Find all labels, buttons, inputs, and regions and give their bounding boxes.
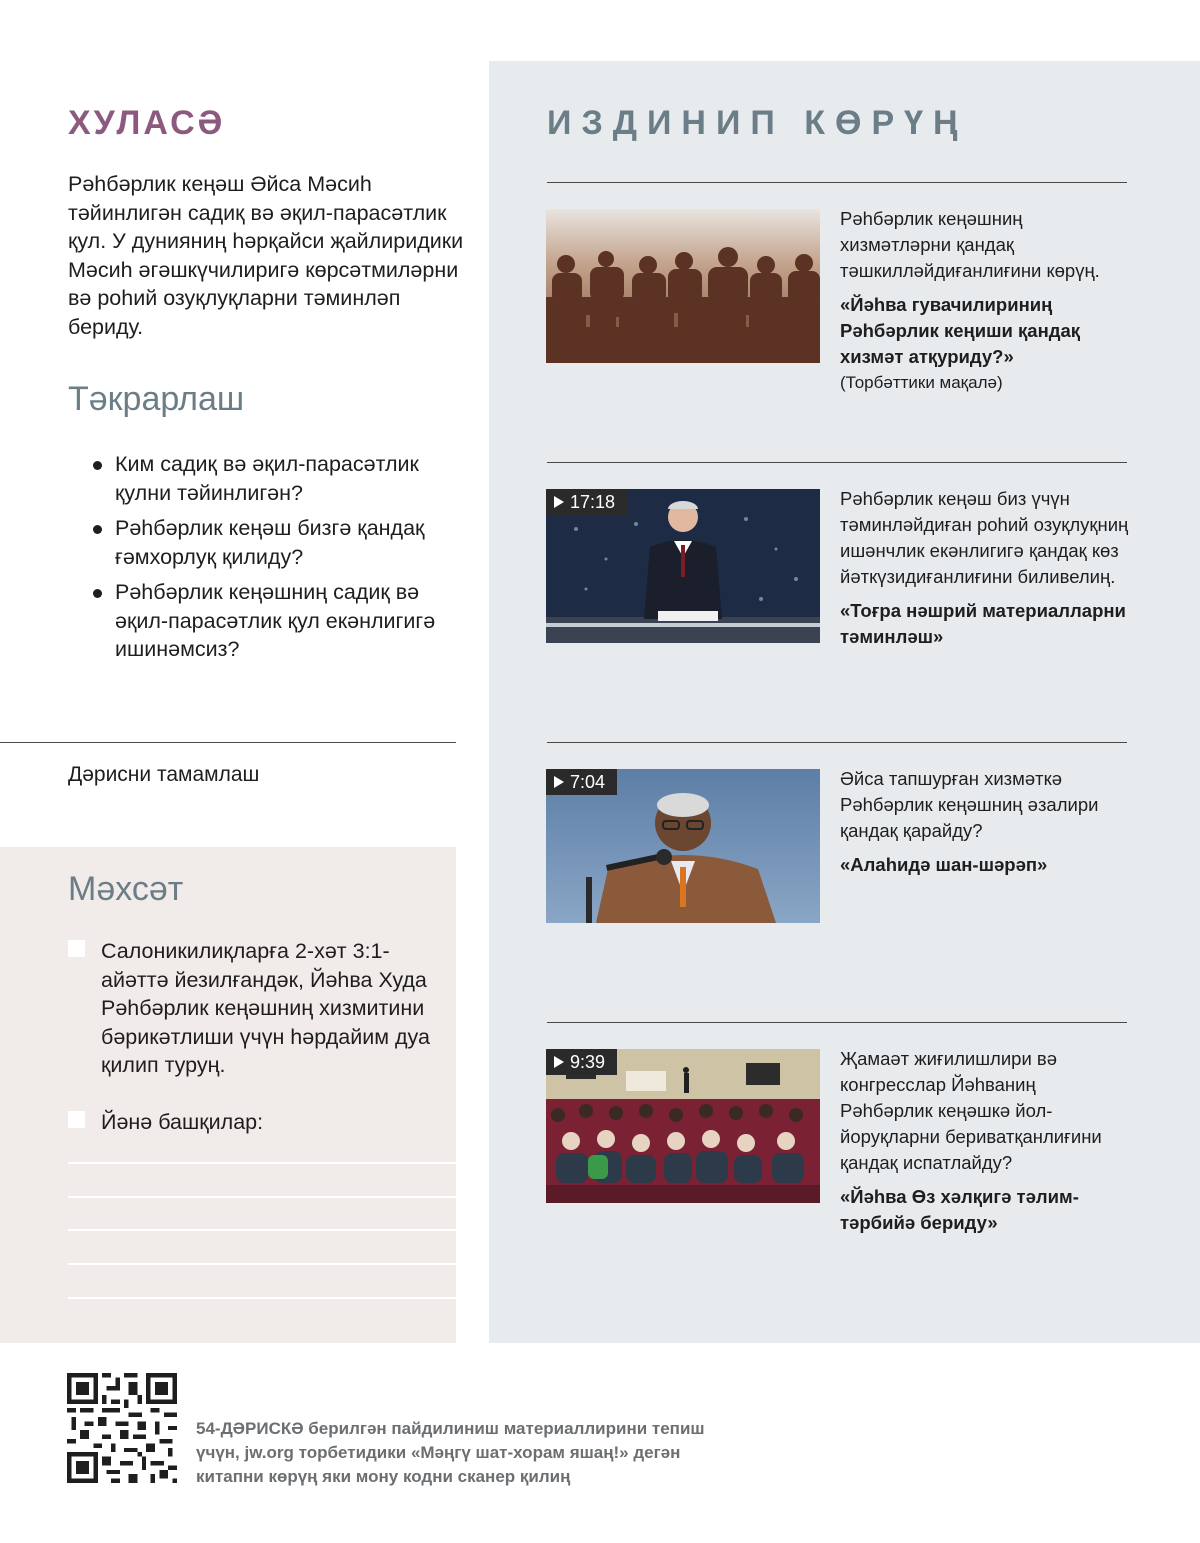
writing-line[interactable]: [68, 1196, 456, 1198]
speaker-microphone-video-thumbnail[interactable]: [546, 769, 820, 923]
explore-item-title-link[interactable]: «Алаһидә шан-шәрәп»: [840, 854, 1048, 875]
goal-checkbox[interactable]: [68, 940, 85, 957]
explore-item-description: Җамаәт жиғилишлири вә конгресслар Йәһваниң Рәһбәрлик кеңәшкә йол-йоруқларни бериватқанлиғини қандақ испатлайду?: [840, 1048, 1102, 1173]
bullet-icon: [93, 525, 102, 534]
explore-item-text: [840, 766, 1130, 878]
explore-item-text: [840, 1046, 1130, 1236]
play-icon: [554, 776, 564, 788]
divider: [547, 182, 1127, 183]
explore-item-text: [840, 206, 1130, 396]
explore-item-title-link[interactable]: «Тоғра нәшрий материалларни тәминләш»: [840, 600, 1126, 647]
goal-checklist-item: Йәнә башқилар:: [68, 1108, 448, 1137]
audience-video-thumbnail[interactable]: [546, 1049, 820, 1203]
review-question: Рәһбәрлик кеңәш бизгә қандақ ғәмхорлуқ қилиду?: [88, 514, 458, 571]
play-icon: [554, 1056, 564, 1068]
review-question: Рәһбәрлик кеңәшниң садиқ вә әқил-парасәтлик қул екәнлигигә ишинәмсиз?: [88, 578, 458, 664]
explore-item-description: Әйса тапшурған хизмәткә Рәһбәрлик кеңәшниң әзалири қандақ қарайду?: [840, 768, 1099, 841]
divider: [547, 462, 1127, 463]
qr-code[interactable]: [67, 1373, 177, 1483]
bullet-icon: [93, 461, 102, 470]
video-duration-badge: 17:18: [546, 489, 627, 515]
bullet-icon: [93, 589, 102, 598]
divider: [547, 1022, 1127, 1023]
explore-item-description: Рәһбәрлик кеңәшниң хизмәтләрни қандақ тәшкилләйдиғанлиғини көрүң.: [840, 208, 1100, 281]
writing-line[interactable]: [68, 1263, 456, 1265]
summary-heading: ХУЛАСӘ: [68, 104, 226, 142]
review-question-list: [88, 450, 458, 671]
explore-heading: ИЗДИНИП КӨРҮҢ: [547, 104, 968, 142]
speaker-video-thumbnail[interactable]: [546, 489, 820, 643]
divider: [547, 742, 1127, 743]
footer-text: 54-ДӘРИСКӘ берилгән пайдилиниш материаллирини тепиш үчүн, jw.org торбетидики «Мәңгү шат-хорам яшаң!» дегән китапни көрүң яки мону кодни сканер қилиң: [196, 1419, 705, 1486]
review-question: Ким садиқ вә әқил-парасәтлик қулни тәйинлигән?: [88, 450, 458, 507]
video-duration-badge: 7:04: [546, 769, 617, 795]
play-icon: [554, 496, 564, 508]
explore-item-title-link[interactable]: «Йәһва гувачилириниң Рәһбәрлик кеңиши қандақ хизмәт атқуриду?»: [840, 294, 1081, 367]
goal-heading: Мәхсәт: [68, 870, 184, 908]
writing-line[interactable]: [68, 1297, 456, 1299]
goal-checkbox[interactable]: [68, 1111, 85, 1128]
writing-line[interactable]: [68, 1229, 456, 1231]
video-duration-badge: 9:39: [546, 1049, 617, 1075]
explore-item-text: [840, 486, 1130, 650]
explore-item-description: Рәһбәрлик кеңәш биз үчүн тәминләйдиған роһий озуқлуқниң ишәнчлик екәнлигигә қандақ көз йәткүзидиғанлиғини биливелиң.: [840, 488, 1129, 587]
explore-item-title-link[interactable]: «Йәһва Өз хәлқигә тәлим-тәрбийә бериду»: [840, 1186, 1079, 1233]
explore-item-note: (Торбәттики мақалә): [840, 373, 1003, 392]
goal-box: [0, 847, 456, 1343]
goal-checklist-item: Салоникилиқларға 2-хәт 3:1-айәттә йезилғандәк, Йәһва Худа Рәһбәрлик кеңәшниң хизмитини бәрикәтлиши үчүн һәрдайим дуа қилип туруң.: [68, 937, 448, 1080]
summary-text: Рәһбәрлик кеңәш Әйса Мәсиһ тәйинлигән садиқ вә әқил-парасәтлик қул. У дунияниң һәрқайси җайлиридики Мәсиһ әгәшкүчилиригә көрсәтмиләрни вә роһий озуқлуқларни тәминләп бериду.: [68, 172, 464, 339]
review-heading: Тәкрарлаш: [68, 380, 245, 418]
meeting-silhouette-image[interactable]: [546, 209, 820, 363]
divider: [0, 742, 456, 743]
writing-line[interactable]: [68, 1162, 456, 1164]
complete-lesson-label: Дәрисни тамамлаш: [68, 763, 260, 786]
